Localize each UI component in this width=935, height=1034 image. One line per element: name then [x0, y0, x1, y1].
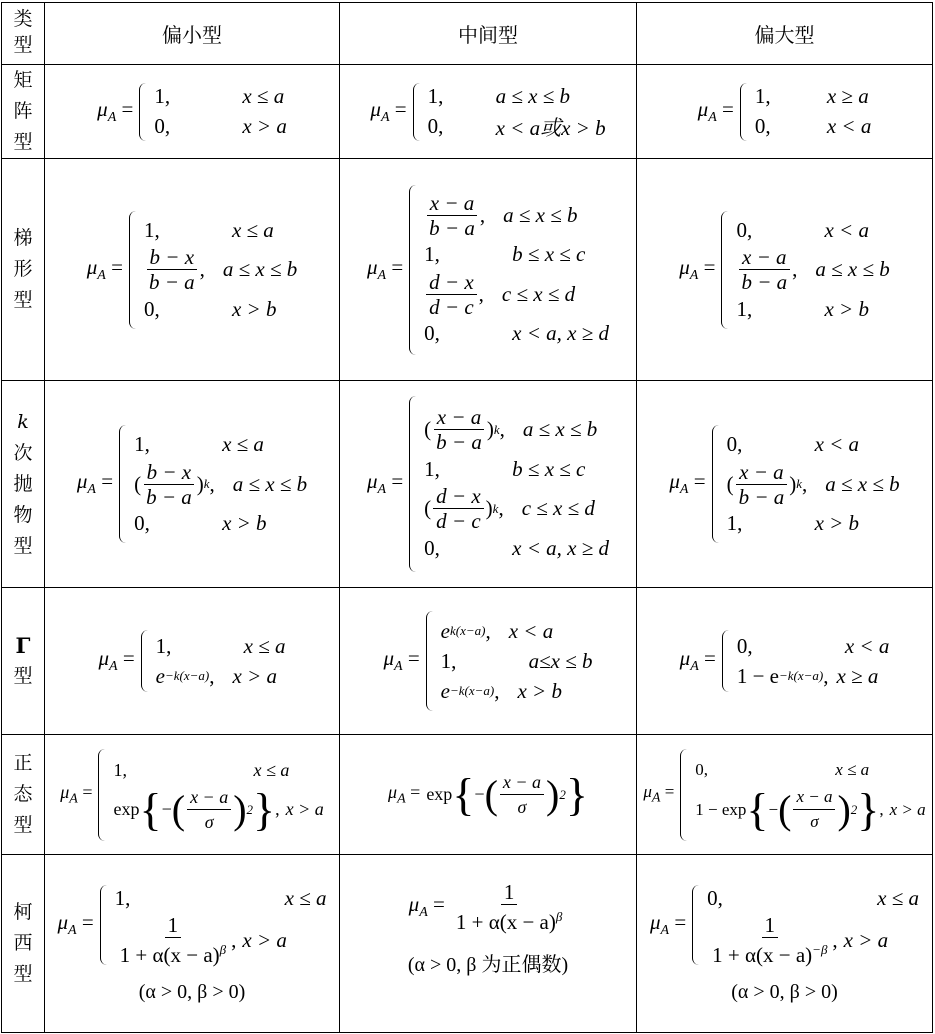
- left-brace: [712, 425, 721, 543]
- case-condition: x > b: [517, 678, 562, 703]
- case-condition: x ≥ a: [836, 663, 879, 688]
- header-type-cell: [2, 3, 45, 65]
- case-condition: c ≤ x ≤ d: [501, 281, 576, 306]
- fraction: $\frac{x - a}{\sigma}$: [187, 785, 231, 834]
- case-value: 1,: [155, 633, 172, 658]
- case-condition: x ≤ a: [242, 84, 285, 108]
- case-condition: b ≤ x ≤ c: [512, 242, 586, 266]
- fraction: $\frac{x - a}{b - a}$: [433, 405, 485, 454]
- left-brace: [141, 630, 150, 692]
- case-condition: a≤x ≤ b: [528, 648, 593, 673]
- case-condition: x < a, x ≥ d: [512, 321, 610, 345]
- case-condition: a ≤ x ≤ b: [815, 257, 890, 281]
- case-value: 0,: [424, 535, 440, 560]
- exponent: −k(x−a): [165, 668, 210, 683]
- label-char: 抛: [13, 472, 33, 495]
- row-normal: [2, 735, 933, 855]
- label-trapezoidal: [2, 159, 45, 381]
- fraction: $\frac{1}{1 + \alpha(x - a)^{-\beta}}$: [712, 913, 828, 967]
- formula-rect-middle: $\mu_A$ = 1, a ≤ x ≤ b 0, x < a或x > b: [340, 65, 637, 159]
- exponent: −k(x−a): [449, 683, 495, 698]
- label-char: 梯: [13, 227, 33, 249]
- case-value: 0,: [736, 217, 753, 242]
- case-condition: x > b: [814, 511, 860, 535]
- case-condition: a ≤ x ≤ b: [222, 257, 298, 281]
- label-char: Γ: [15, 633, 31, 658]
- fraction: $\frac{d - x}{d - c}$: [433, 484, 484, 533]
- case-value: 0,: [695, 760, 709, 779]
- case-value: 0,: [736, 633, 753, 658]
- label-char: 型: [13, 963, 33, 985]
- label-cauchy: [2, 855, 45, 1033]
- label-rectangular: [2, 65, 45, 159]
- membership-function-table: [1, 2, 933, 1033]
- case-value: 0,: [143, 296, 160, 321]
- left-brace: [409, 396, 418, 572]
- label-char: 矩: [13, 69, 33, 91]
- case-condition: x ≤ a: [835, 760, 870, 779]
- case-condition: a ≤ x ≤ b: [495, 84, 570, 108]
- formula-cauchy-middle: $\mu_A$ = $\frac{1}{1 + \alpha(x - a)^\beta}$ (α > 0, β 为正偶数): [340, 855, 637, 1033]
- case-value: 0,: [427, 114, 444, 138]
- case-value: 1,: [754, 84, 771, 108]
- label-char: 西: [13, 932, 33, 954]
- label-char: 正: [13, 752, 33, 774]
- case-condition: c ≤ x ≤ d: [521, 496, 595, 520]
- header-middle-type: 中间型: [340, 3, 637, 65]
- case-condition: x < a: [844, 633, 890, 658]
- exponent: k: [203, 476, 210, 491]
- exponent: β: [555, 909, 563, 924]
- formula-para-small: $\mu_A$ = 1, x ≤ a ( $\frac{b - x}{b - a}$ ) k , a ≤ x ≤ b 0, x > b: [45, 381, 340, 588]
- case-value: 0,: [154, 114, 171, 138]
- case-condition: x > a: [889, 799, 926, 819]
- case-value: 0,: [754, 114, 771, 138]
- case-condition: x ≤ a: [231, 217, 274, 242]
- formula-gamma-middle: $\mu_A$ = e k(x−a) , x < a 1, a≤x ≤ b e −k(x−a) , x > b: [340, 588, 637, 735]
- fraction: $\frac{b - x}{b - a}$: [143, 460, 195, 509]
- exp-function: 1 − exp: [695, 799, 747, 819]
- case-value: 0,: [134, 511, 150, 535]
- label-char: 型: [13, 534, 33, 557]
- fraction: $\frac{1}{1 + \alpha(x - a)^\beta}$: [455, 880, 563, 934]
- case-condition: x > a: [285, 799, 324, 819]
- case-condition: x < a, x ≥ d: [512, 535, 610, 560]
- formula-para-large: $\mu_A$ = 0, x < a ( $\frac{x - a}{b - a}$ ) k , a ≤ x ≤ b 1, x > b: [637, 381, 933, 588]
- left-brace: [98, 749, 107, 841]
- parameter-note: (α > 0, β > 0): [731, 981, 838, 1003]
- case-condition: x > b: [231, 296, 277, 321]
- case-condition: x > a: [232, 663, 277, 688]
- case-condition: a ≤ x ≤ b: [522, 417, 598, 441]
- label-char: 型: [13, 814, 33, 836]
- exp-base: e: [440, 618, 450, 643]
- label-char: 阵: [13, 100, 33, 122]
- formula-gamma-large: $\mu_A$ = 0, x < a 1 − e −k(x−a) , x ≥ a: [637, 588, 933, 735]
- case-condition: x > a: [242, 114, 287, 138]
- case-condition: x ≤ a: [243, 633, 286, 658]
- exponent: k(x−a): [449, 623, 486, 638]
- exp-base: e: [440, 678, 450, 703]
- header-type-label: 类型: [13, 8, 33, 56]
- left-brace: [721, 211, 730, 329]
- case-condition: x < a或x > b: [495, 115, 606, 140]
- fraction: $\frac{1}{1 + \alpha(x - a)^\beta}$: [119, 913, 227, 967]
- case-condition: x > a: [242, 927, 287, 952]
- left-brace: [413, 83, 422, 141]
- formula-trap-large: $\mu_A$ = 0, x < a $\frac{x - a}{b - a}$ , a ≤ x ≤ b 1, x > b: [637, 159, 933, 381]
- case-condition: x < a: [814, 432, 860, 456]
- case-condition: x < a: [824, 217, 869, 242]
- case-condition: x < a: [826, 114, 872, 138]
- case-value: 1,: [427, 84, 444, 108]
- formula-trap-middle: $\mu_A$ = $\frac{x - a}{b - a}$ , a ≤ x ≤ b 1, b ≤ x ≤ c $\frac{d - x}{d - c}$ , c ≤ x ≤ d 0, x < a, x ≥ d: [340, 159, 637, 381]
- case-value: 0,: [726, 432, 743, 456]
- formula-cauchy-small: $\mu_A$ = 1, x ≤ a $\frac{1}{1 + \alpha(x - a)^\beta}$ , x > a (α > 0, β > 0): [45, 855, 340, 1033]
- label-char: 型: [13, 289, 33, 311]
- header-large-type: 偏大型: [637, 3, 933, 65]
- left-brace: [129, 211, 138, 329]
- case-value: 1,: [114, 885, 131, 910]
- label-parabolic: [2, 381, 45, 588]
- label-char: 次: [13, 441, 33, 464]
- label-gamma: [2, 588, 45, 735]
- exponent: k: [492, 500, 499, 516]
- formula-gamma-small: $\mu_A$ = 1, x ≤ a e −k(x−a) , x > a: [45, 588, 340, 735]
- left-brace: [426, 611, 435, 711]
- case-condition: a ≤ x ≤ b: [825, 471, 900, 496]
- left-brace: [100, 885, 109, 965]
- exp-function: exp: [426, 784, 453, 804]
- exponent: −β: [812, 942, 828, 957]
- label-normal: [2, 735, 45, 855]
- case-value: 1,: [113, 759, 127, 780]
- case-condition: x ≤ a: [253, 759, 290, 780]
- fraction: $\frac{x - a}{\sigma}$: [500, 770, 544, 819]
- case-condition: x ≤ a: [222, 432, 264, 456]
- case-condition: x < a: [508, 618, 554, 643]
- exponent: k: [493, 421, 500, 437]
- mu-subscript: A: [107, 110, 117, 126]
- row-cauchy: [2, 855, 933, 1033]
- formula-rect-large: $\mu_A$ = 1, x ≥ a 0, x < a: [637, 65, 933, 159]
- fraction: $\frac{x - a}{b - a}$: [736, 460, 788, 509]
- case-value: 1,: [154, 84, 171, 108]
- exponent: 2: [559, 786, 566, 802]
- exponent: k: [796, 476, 803, 491]
- fraction: $\frac{x - a}{b - a}$: [738, 245, 790, 294]
- label-char: 态: [13, 783, 33, 805]
- formula-cauchy-large: $\mu_A$ = 0, x ≤ a $\frac{1}{1 + \alpha(x - a)^{-\beta}}$ , x > a (α > 0, β > 0): [637, 855, 933, 1033]
- left-brace: [740, 83, 749, 141]
- exponent: 2: [850, 801, 858, 817]
- row-gamma: [2, 588, 933, 735]
- case-condition: x > b: [222, 511, 267, 535]
- case-condition: a ≤ x ≤ b: [232, 471, 308, 496]
- exponent: −k(x−a): [779, 668, 824, 683]
- row-trapezoidal: [2, 159, 933, 381]
- fraction: $\frac{d - x}{d - c}$: [426, 270, 477, 319]
- mu-symbol: μ: [697, 96, 709, 121]
- exponent: 2: [246, 801, 254, 817]
- row-rectangular: [2, 65, 933, 159]
- formula-normal-large: $\mu_A$ = 0, x ≤ a 1 − exp { − ( $\frac{x - a}{\sigma}$ ) 2 } , x > a: [637, 735, 933, 855]
- left-brace: [409, 185, 418, 355]
- case-value: 1,: [424, 242, 440, 266]
- mu-symbol: μ: [370, 96, 381, 121]
- case-condition: x ≤ a: [877, 885, 920, 910]
- mu-subscript: A: [380, 110, 390, 126]
- case-value: 1,: [143, 217, 160, 242]
- case-condition: x ≤ a: [284, 885, 327, 910]
- one-minus-exp: 1 − e: [736, 663, 780, 688]
- row-parabolic: [2, 381, 933, 588]
- parameter-note: (α > 0, β > 0): [138, 981, 246, 1003]
- label-char: k: [17, 410, 29, 433]
- exp-function: exp: [113, 799, 140, 819]
- case-condition: x ≥ a: [826, 84, 869, 108]
- case-condition: x > b: [824, 296, 869, 321]
- parameter-note: (α > 0, β 为正偶数): [407, 954, 569, 976]
- label-char: 柯: [13, 901, 33, 923]
- case-condition: a ≤ x ≤ b: [503, 202, 578, 227]
- left-brace: [119, 425, 128, 543]
- fraction: $\frac{x - a}{\sigma}$: [793, 785, 835, 834]
- case-value: 1,: [726, 511, 743, 535]
- case-condition: b ≤ x ≤ c: [512, 456, 586, 481]
- mu-symbol: μ: [97, 96, 108, 121]
- case-value: 0,: [424, 321, 440, 345]
- case-value: 1,: [134, 432, 150, 456]
- left-brace: [722, 630, 731, 692]
- exp-base: e: [155, 663, 165, 688]
- label-char: 物: [13, 503, 33, 526]
- left-brace: [680, 749, 689, 841]
- header-small-type: 偏小型: [45, 3, 340, 65]
- formula-normal-small: $\mu_A$ = 1, x ≤ a exp { − ( $\frac{x - a}{\sigma}$ ) 2 } , x > a: [45, 735, 340, 855]
- case-value: 1,: [440, 648, 457, 673]
- label-char: 形: [13, 258, 33, 280]
- label-char: 型: [13, 665, 33, 687]
- formula-para-middle: $\mu_A$ = ( $\frac{x - a}{b - a}$ ) k , a ≤ x ≤ b 1, b ≤ x ≤ c ( $\frac{d - x}{d - c}$ ) k , c ≤ x ≤ d 0, x < a, x ≥ d: [340, 381, 637, 588]
- case-value: 1,: [424, 456, 440, 481]
- case-condition: x > a: [843, 927, 889, 952]
- label-char: 型: [13, 131, 33, 153]
- formula-trap-small: $\mu_A$ = 1, x ≤ a $\frac{b - x}{b - a}$ , a ≤ x ≤ b 0, x > b: [45, 159, 340, 381]
- left-brace: [692, 885, 701, 965]
- left-brace: [139, 83, 148, 141]
- header-row: [2, 3, 933, 65]
- fraction: $\frac{b - x}{b - a}$: [146, 245, 198, 294]
- mu-subscript: A: [708, 110, 717, 126]
- case-value: 1,: [736, 296, 753, 321]
- formula-normal-middle: $\mu_A$ = exp { − ( $\frac{x - a}{\sigma}$ ) 2 }: [340, 735, 637, 855]
- formula-rect-small: $\mu_A$ = 1, x ≤ a 0, x > a: [45, 65, 340, 159]
- case-value: 0,: [707, 885, 723, 910]
- fraction: $\frac{x - a}{b - a}$: [426, 191, 478, 240]
- exponent: β: [219, 942, 227, 957]
